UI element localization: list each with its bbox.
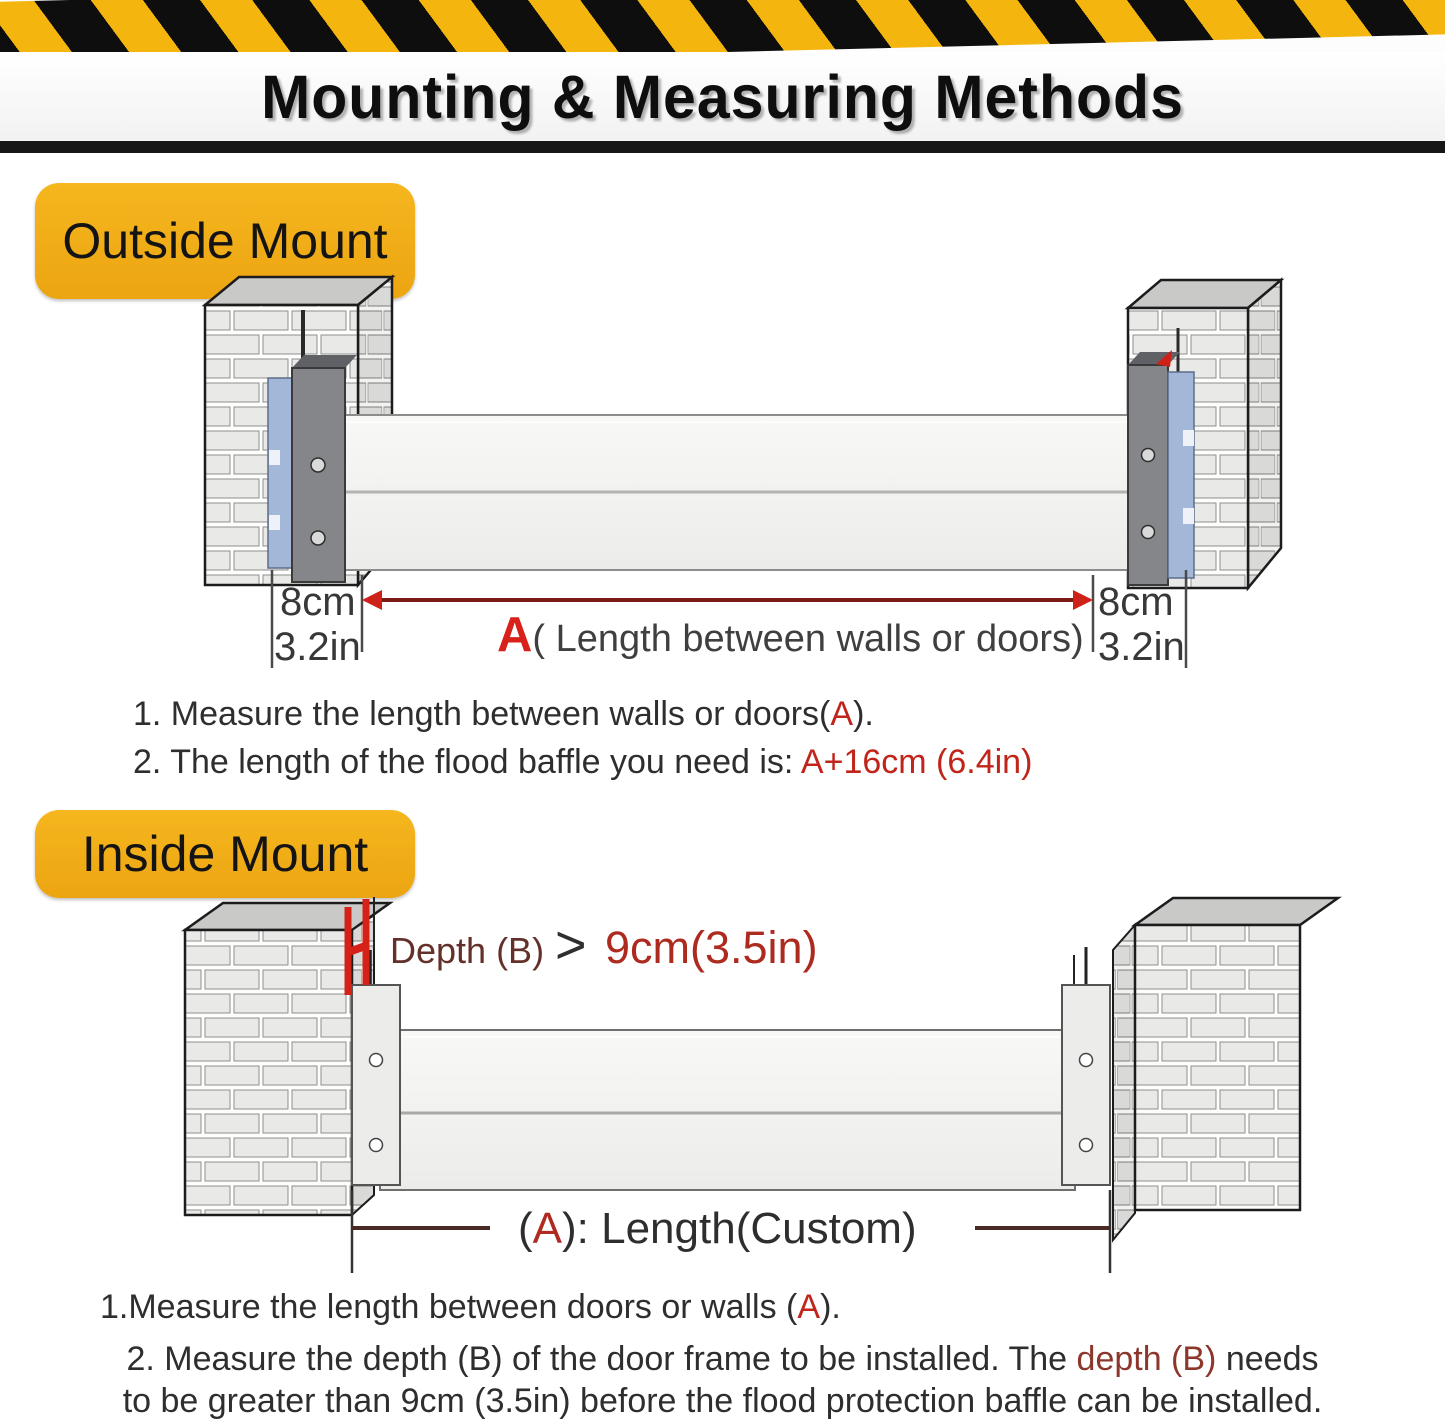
inside-step-1: 1.Measure the length between doors or walls (A). bbox=[100, 1288, 841, 1326]
left-channel-bracket bbox=[352, 985, 400, 1185]
outside-mount-badge: Outside Mount bbox=[35, 183, 415, 299]
right-channel-bracket bbox=[1062, 985, 1110, 1185]
outside-step-1: 1. Measure the length between walls or doors(A). bbox=[133, 695, 874, 733]
inside-step-2-line-1: 2. Measure the depth (B) of the door frame to be installed. The depth (B) needs bbox=[126, 1340, 1319, 1378]
right-gap-in-label: 3.2in bbox=[1098, 625, 1185, 669]
outside-mount-diagram bbox=[0, 260, 1445, 670]
left-gap-in-label: 3.2in bbox=[274, 625, 361, 669]
inside-step-2-line-2: to be greater than 9cm (3.5in) before the flood protection baffle can be installed. bbox=[122, 1382, 1323, 1420]
right-gap-cm-label: 8cm bbox=[1098, 580, 1174, 624]
left-gap-cm-label: 8cm bbox=[280, 580, 356, 624]
inside-mount-diagram bbox=[0, 895, 1445, 1285]
flood-barrier bbox=[330, 415, 1150, 570]
span-length-label: A( Length between walls or doors) bbox=[497, 608, 1084, 662]
inside-mount-badge: Inside Mount bbox=[35, 810, 415, 898]
page-title: Mounting & Measuring Methods bbox=[261, 62, 1184, 131]
header-divider bbox=[0, 141, 1445, 153]
left-seal-strip bbox=[268, 378, 292, 568]
right-door-pillar bbox=[1113, 898, 1338, 1240]
custom-length-label: (A): Length(Custom) bbox=[518, 1204, 917, 1253]
title-band bbox=[0, 52, 1445, 141]
flood-barrier bbox=[380, 1030, 1075, 1190]
depth-label: Depth (B) > 9cm(3.5in) bbox=[390, 915, 818, 975]
right-seal-strip bbox=[1168, 372, 1194, 578]
header bbox=[0, 0, 1445, 153]
length-arrow bbox=[362, 590, 1093, 610]
outside-step-2: 2. The length of the flood baffle you need is: A+16cm (6.4in) bbox=[133, 743, 1033, 781]
